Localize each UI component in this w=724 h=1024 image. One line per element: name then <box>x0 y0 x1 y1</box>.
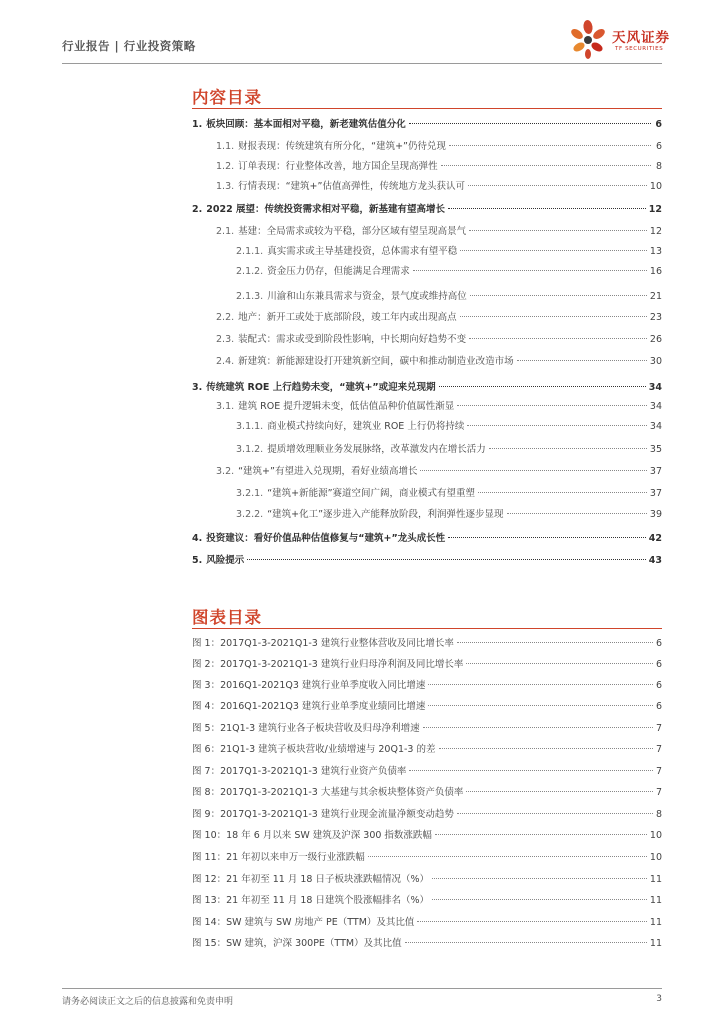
dot-leader <box>439 748 653 749</box>
dot-leader <box>468 185 647 186</box>
toc-entry-number: 2.1. <box>216 226 235 237</box>
dot-leader <box>448 537 646 538</box>
figure-entry-page: 11 <box>649 938 662 949</box>
logo-chinese-text: 天风证券 <box>612 30 670 46</box>
toc-entry-number: 2. <box>192 204 203 215</box>
toc-entry-number: 3.1.2. <box>236 444 264 455</box>
toc-entry-text: 传统建筑 ROE 上行趋势未变，“建筑+”或迎来兑现期 <box>206 382 436 393</box>
toc-entry-text: 川渝和山东兼具需求与资金，景气度或维持高位 <box>267 291 467 302</box>
figure-entry-text: 图 6：21Q1-3 建筑子板块营收/业绩增速与 20Q1-3 的差 <box>192 744 436 755</box>
toc-entry-number: 5. <box>192 555 203 566</box>
toc-entry-number: 1. <box>192 119 203 130</box>
toc-entry-page: 37 <box>649 488 662 499</box>
toc-entry-page: 37 <box>649 466 662 477</box>
toc-entry-number: 3.1. <box>216 401 235 412</box>
toc-entry-text: 投资建议：看好价值品种估值修复与“建筑+”龙头成长性 <box>206 533 446 544</box>
figure-entry-text: 图 2：2017Q1-3-2021Q1-3 建筑行业归母净利润及同比增长率 <box>192 659 464 670</box>
toc-entry-number: 1.1. <box>216 141 235 152</box>
dot-leader <box>517 360 647 361</box>
toc-entry-text: 风险提示 <box>206 555 245 566</box>
toc-entry-text: 商业模式持续向好，建筑业 ROE 上行仍将持续 <box>267 421 465 432</box>
toc-entry[interactable] <box>236 243 662 259</box>
figure-entry[interactable] <box>192 806 662 822</box>
toc-entry-page: 12 <box>649 226 662 237</box>
toc-entry-page: 35 <box>649 444 662 455</box>
figure-entry[interactable] <box>192 849 662 865</box>
toc-entry-page: 12 <box>648 204 662 215</box>
dot-leader <box>466 791 653 792</box>
dot-leader <box>432 899 647 900</box>
dot-leader <box>469 338 647 339</box>
toc-entry-number: 2.4. <box>216 356 235 367</box>
toc-entry-page: 34 <box>649 421 662 432</box>
toc-entry[interactable] <box>236 288 662 304</box>
toc-entry[interactable] <box>216 353 662 369</box>
toc-entry[interactable] <box>216 158 662 174</box>
toc-entry-number: 2.2. <box>216 312 235 323</box>
toc-entry[interactable] <box>192 530 662 546</box>
dot-leader <box>247 559 646 560</box>
toc-entry-text: 提质增效理顺业务发展脉络，改革激发内在增长活力 <box>267 444 486 455</box>
figure-entry-page: 11 <box>649 917 662 928</box>
footer-divider <box>62 988 662 989</box>
figures-title: 图表目录 <box>192 608 262 627</box>
toc-entry[interactable] <box>192 552 662 568</box>
toc-entry[interactable] <box>216 309 662 325</box>
figure-entry-text: 图 13：21 年初至 11 月 18 日建筑个股涨幅排名（%） <box>192 895 429 906</box>
figure-entry-text: 图 14：SW 建筑与 SW 房地产 PE（TTM）及其比值 <box>192 917 415 928</box>
toc-entry[interactable] <box>216 223 662 239</box>
dot-leader <box>428 705 653 706</box>
dot-leader <box>417 921 647 922</box>
figure-entry-page: 7 <box>655 723 662 734</box>
dot-leader <box>413 270 647 271</box>
toc-entry-page: 21 <box>649 291 662 302</box>
dot-leader <box>439 386 646 387</box>
dot-leader <box>489 448 647 449</box>
figure-entry-text: 图 8：2017Q1-3-2021Q1-3 大基建与其余板块整体资产负债率 <box>192 787 464 798</box>
dot-leader <box>457 813 653 814</box>
figure-entry[interactable] <box>192 656 662 672</box>
figure-entry[interactable] <box>192 720 662 736</box>
toc-entry[interactable] <box>236 506 662 522</box>
toc-entry[interactable] <box>192 379 662 395</box>
dot-leader <box>457 405 647 406</box>
toc-entry-number: 3.2.1. <box>236 488 264 499</box>
toc-entry-text: 建筑 ROE 提升逻辑未变，低估值品种价值属性渐显 <box>238 401 455 412</box>
toc-entry-text: 真实需求或主导基建投资，总体需求有望平稳 <box>267 246 458 257</box>
figure-entry-page: 8 <box>655 809 662 820</box>
dot-leader <box>423 727 653 728</box>
figure-entry-text: 图 4：2016Q1-2021Q3 建筑行业单季度业绩同比增速 <box>192 701 426 712</box>
toc-entry-page: 8 <box>655 161 662 172</box>
toc-entry-page: 6 <box>655 141 662 152</box>
toc-entry[interactable] <box>192 116 662 132</box>
figure-entry-page: 6 <box>655 659 662 670</box>
footer-disclaimer: 请务必阅读正文之后的信息披露和免责申明 <box>62 997 234 1007</box>
page-number: 3 <box>656 994 662 1004</box>
dot-leader <box>435 834 647 835</box>
dot-leader <box>460 250 647 251</box>
toc-entry-text: “建筑+化工”逐步进入产能释放阶段，利润弹性逐步显现 <box>267 509 504 520</box>
figure-entry[interactable] <box>192 698 662 714</box>
toc-entry-number: 3.1.1. <box>236 421 264 432</box>
figure-entry-text: 图 11：21 年初以来申万一级行业涨跌幅 <box>192 852 365 863</box>
toc-entry-text: 行情表现：“建筑+”估值高弹性，传统地方龙头获认可 <box>238 181 465 192</box>
toc-title: 内容目录 <box>192 88 262 107</box>
toc-entry-number: 1.2. <box>216 161 235 172</box>
figure-entry[interactable] <box>192 914 662 930</box>
figures-title-rule <box>192 628 662 629</box>
figure-entry-text: 图 7：2017Q1-3-2021Q1-3 建筑行业资产负债率 <box>192 766 407 777</box>
toc-entry-text: 装配式：需求或受到阶段性影响，中长期向好趋势不变 <box>238 334 467 345</box>
toc-entry-page: 6 <box>655 119 662 130</box>
figure-entry[interactable] <box>192 892 662 908</box>
toc-entry-page: 42 <box>648 533 662 544</box>
toc-entry-number: 3.2. <box>216 466 235 477</box>
toc-entry-page: 23 <box>649 312 662 323</box>
figure-entry[interactable] <box>192 871 662 887</box>
toc-entry[interactable] <box>216 463 662 479</box>
toc-entry-text: 地产：新开工或处于底部阶段，竣工年内或出现高点 <box>238 312 457 323</box>
dot-leader <box>441 165 651 166</box>
toc-entry-text: “建筑+新能源”赛道空间广阔，商业模式有望重塑 <box>267 488 476 499</box>
toc-entry[interactable] <box>236 263 662 279</box>
figure-entry-text: 图 1：2017Q1-3-2021Q1-3 建筑行业整体营收及同比增长率 <box>192 638 454 649</box>
figure-entry-page: 11 <box>649 895 662 906</box>
figure-entry[interactable] <box>192 784 662 800</box>
toc-entry-page: 43 <box>648 555 662 566</box>
toc-entry[interactable] <box>216 138 662 154</box>
toc-entry-text: 资金压力仍存，但能满足合理需求 <box>267 266 410 277</box>
toc-entry[interactable] <box>216 178 662 194</box>
toc-entry-text: 新建筑：新能源建设打开建筑新空间，碳中和推动制造业改造市场 <box>238 356 514 367</box>
dot-leader <box>470 295 647 296</box>
figure-entry-page: 6 <box>655 638 662 649</box>
figure-entry-text: 图 10：18 年 6 月以来 SW 建筑及沪深 300 指数涨跌幅 <box>192 830 432 841</box>
figure-entry[interactable] <box>192 635 662 651</box>
dot-leader <box>449 145 651 146</box>
toc-entry[interactable] <box>192 201 662 217</box>
dot-leader <box>405 942 647 943</box>
toc-entry[interactable] <box>216 398 662 414</box>
dot-leader <box>428 684 653 685</box>
company-logo <box>566 18 676 62</box>
figure-entry-page: 6 <box>655 680 662 691</box>
toc-title-rule <box>192 108 662 109</box>
figure-entry-page: 7 <box>655 744 662 755</box>
figure-entry-page: 10 <box>649 852 662 863</box>
dot-leader <box>478 492 647 493</box>
toc-entry-text: “建筑+”有望进入兑现期，看好业绩高增长 <box>238 466 418 477</box>
figure-entry-text: 图 3：2016Q1-2021Q3 建筑行业单季度收入同比增速 <box>192 680 426 691</box>
toc-entry-number: 2.1.2. <box>236 266 264 277</box>
toc-entry-number: 4. <box>192 533 203 544</box>
logo-english-text: TF SECURITIES <box>615 46 664 52</box>
figure-entry[interactable] <box>192 677 662 693</box>
toc-entry-number: 2.1.1. <box>236 246 264 257</box>
dot-leader <box>368 856 647 857</box>
figure-entry[interactable] <box>192 827 662 843</box>
toc-entry[interactable] <box>236 441 662 457</box>
toc-entry-number: 1.3. <box>216 181 235 192</box>
toc-entry-page: 16 <box>649 266 662 277</box>
header-divider <box>62 63 662 64</box>
toc-entry-page: 10 <box>649 181 662 192</box>
figure-entry-text: 图 9：2017Q1-3-2021Q1-3 建筑行业现金流量净额变动趋势 <box>192 809 454 820</box>
toc-entry[interactable] <box>236 418 662 434</box>
toc-entry-number: 2.3. <box>216 334 235 345</box>
dot-leader <box>469 230 647 231</box>
figure-entry-page: 7 <box>655 787 662 798</box>
toc-entry[interactable] <box>236 485 662 501</box>
toc-entry-page: 26 <box>649 334 662 345</box>
figure-entry[interactable] <box>192 935 662 951</box>
toc-entry-number: 2.1.3. <box>236 291 264 302</box>
figure-entry[interactable] <box>192 763 662 779</box>
figure-entry-text: 图 5：21Q1-3 建筑行业各子板块营收及归母净利增速 <box>192 723 420 734</box>
figure-entry-text: 图 12：21 年初至 11 月 18 日子板块涨跌幅情况（%） <box>192 874 429 885</box>
figure-entry-page: 7 <box>655 766 662 777</box>
figure-entry[interactable] <box>192 741 662 757</box>
dot-leader <box>457 642 653 643</box>
dot-leader <box>432 878 647 879</box>
figure-entry-page: 10 <box>649 830 662 841</box>
dot-leader <box>460 316 647 317</box>
toc-entry-text: 板块回顾：基本面相对平稳，新老建筑估值分化 <box>206 119 406 130</box>
report-category: 行业报告 | 行业投资策略 <box>62 39 196 53</box>
toc-entry-page: 30 <box>649 356 662 367</box>
toc-entry-number: 3.2.2. <box>236 509 264 520</box>
figure-entry-text: 图 15：SW 建筑，沪深 300PE（TTM）及其比值 <box>192 938 402 949</box>
toc-entry-text: 基建：全局需求或较为平稳，部分区域有望呈现高景气 <box>238 226 467 237</box>
toc-entry[interactable] <box>216 331 662 347</box>
figure-entry-page: 6 <box>655 701 662 712</box>
dot-leader <box>420 470 646 471</box>
dot-leader <box>409 770 653 771</box>
flower-logo-icon <box>566 18 610 62</box>
toc-entry-page: 39 <box>649 509 662 520</box>
dot-leader <box>466 663 653 664</box>
dot-leader <box>467 425 647 426</box>
page-header <box>0 0 724 78</box>
toc-entry-page: 34 <box>648 382 662 393</box>
toc-entry-page: 34 <box>649 401 662 412</box>
toc-entry-number: 3. <box>192 382 203 393</box>
toc-entry-text: 订单表现：行业整体改善，地方国企呈现高弹性 <box>238 161 438 172</box>
toc-entry-text: 2022 展望：传统投资需求相对平稳，新基建有望高增长 <box>206 204 445 215</box>
dot-leader <box>507 513 647 514</box>
figure-entry-page: 11 <box>649 874 662 885</box>
toc-entry-page: 13 <box>649 246 662 257</box>
dot-leader <box>409 123 651 124</box>
toc-entry-text: 财报表现：传统建筑有所分化，“建筑+”仍待兑现 <box>238 141 446 152</box>
dot-leader <box>448 208 646 209</box>
